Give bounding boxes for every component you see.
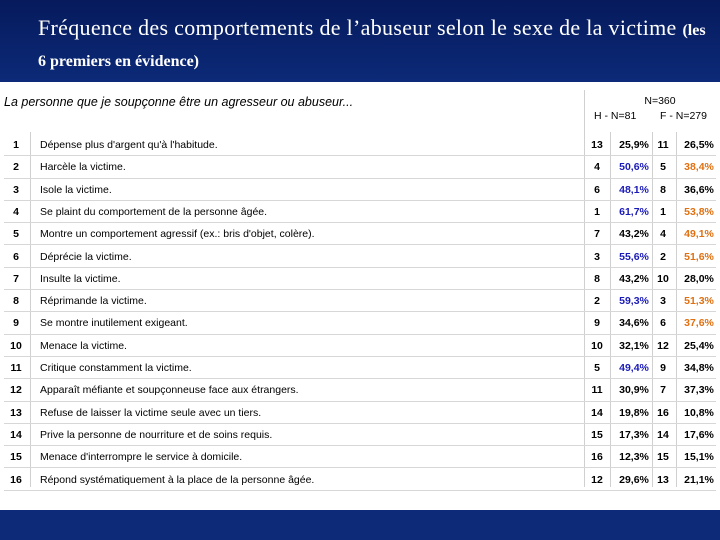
table-row — [0, 156, 720, 178]
table-row — [0, 290, 720, 312]
behavior-label: Dépense plus d'argent qu'à l'habitude. — [40, 139, 218, 151]
table-row — [0, 357, 720, 379]
women-rank: 2 — [660, 250, 666, 263]
men-rank: 5 — [594, 362, 600, 374]
table-row — [0, 335, 720, 357]
slide-title-text: Fréquence des comportements de l’abuseur selon le sexe de la victime — [38, 15, 677, 40]
men-rank: 9 — [594, 317, 600, 330]
table-row — [0, 402, 720, 424]
women-percent: 37,6% — [684, 317, 714, 330]
women-percent: 38,4% — [684, 161, 714, 174]
row-number: 1 — [13, 139, 19, 151]
men-rank: 15 — [591, 428, 603, 441]
women-rank: 9 — [660, 362, 666, 374]
row-number: 4 — [13, 205, 19, 218]
women-rank: 1 — [660, 205, 666, 218]
women-rank: 14 — [657, 428, 669, 441]
men-percent: 30,9% — [619, 384, 649, 397]
table-row — [0, 134, 720, 156]
table-row — [0, 201, 720, 223]
row-divider — [4, 490, 716, 491]
behavior-label: Refuse de laisser la victime seule avec un tiers. — [40, 406, 262, 419]
men-rank: 6 — [594, 183, 600, 196]
men-rank: 16 — [591, 451, 603, 464]
men-percent: 55,6% — [619, 250, 649, 263]
men-percent: 43,2% — [619, 228, 649, 241]
women-percent: 37,3% — [684, 384, 714, 397]
women-percent: 51,6% — [684, 250, 714, 263]
women-percent: 10,8% — [684, 406, 714, 419]
men-rank: 3 — [594, 250, 600, 263]
behavior-label: Répond systématiquement à la place de la personne âgée. — [40, 473, 315, 486]
women-percent: 17,6% — [684, 428, 714, 441]
women-percent: 26,5% — [684, 139, 714, 151]
women-percent: 53,8% — [684, 205, 714, 218]
men-rank: 13 — [591, 139, 603, 151]
row-number: 13 — [10, 406, 22, 419]
behavior-label: Harcèle la victime. — [40, 161, 126, 174]
men-column-header: H - N=81 — [594, 110, 637, 122]
men-rank: 4 — [594, 161, 600, 174]
row-number: 11 — [10, 362, 22, 374]
behavior-label: Menace la victime. — [40, 339, 127, 352]
table-row — [0, 446, 720, 468]
men-rank: 2 — [594, 295, 600, 308]
women-rank: 5 — [660, 161, 666, 174]
women-rank: 3 — [660, 295, 666, 308]
behavior-label: Se montre inutilement exigeant. — [40, 317, 188, 330]
row-number: 8 — [13, 295, 19, 308]
women-percent: 25,4% — [684, 339, 714, 352]
women-rank: 4 — [660, 228, 666, 241]
men-rank: 7 — [594, 228, 600, 241]
men-percent: 59,3% — [619, 295, 649, 308]
men-percent: 48,1% — [619, 183, 649, 196]
women-rank: 8 — [660, 183, 666, 196]
row-number: 7 — [13, 272, 19, 285]
behavior-label: Isole la victime. — [40, 183, 112, 196]
row-number: 15 — [10, 451, 22, 464]
women-rank: 7 — [660, 384, 666, 397]
behavior-label: Montre un comportement agressif (ex.: bris d'objet, colère). — [40, 228, 315, 241]
men-percent: 61,7% — [619, 205, 649, 218]
slide-subtitle: (les 6 premiers en évidence) — [38, 22, 706, 70]
women-percent: 15,1% — [684, 451, 714, 464]
men-rank: 8 — [594, 272, 600, 285]
row-number: 16 — [10, 473, 22, 486]
behavior-label: Déprécie la victime. — [40, 250, 132, 263]
men-percent: 19,8% — [619, 406, 649, 419]
table-row — [0, 223, 720, 245]
men-rank: 1 — [594, 205, 600, 218]
women-percent: 34,8% — [684, 362, 714, 374]
men-percent: 43,2% — [619, 272, 649, 285]
slide-title — [38, 14, 708, 76]
row-number: 6 — [13, 250, 19, 263]
behavior-label: Menace d'interrompre le service à domicile. — [40, 451, 243, 464]
row-number: 3 — [13, 183, 19, 196]
table-row — [0, 424, 720, 446]
women-rank: 13 — [657, 473, 669, 486]
men-percent: 25,9% — [619, 139, 649, 151]
table-row — [0, 179, 720, 201]
behavior-label: Critique constamment la victime. — [40, 362, 192, 374]
row-number: 10 — [10, 339, 22, 352]
men-percent: 49,4% — [619, 362, 649, 374]
women-rank: 12 — [657, 339, 669, 352]
behavior-label: Se plaint du comportement de la personne âgée. — [40, 205, 268, 218]
women-percent: 21,1% — [684, 473, 714, 486]
women-column-header: F - N=279 — [660, 110, 707, 122]
row-number: 12 — [10, 384, 22, 397]
row-number: 2 — [13, 161, 19, 174]
table-row — [0, 246, 720, 268]
men-percent: 17,3% — [619, 428, 649, 441]
sample-size-total: N=360 — [644, 95, 676, 107]
men-rank: 14 — [591, 406, 603, 419]
row-number: 14 — [10, 428, 22, 441]
men-percent: 29,6% — [619, 473, 649, 486]
table-heading: La personne que je soupçonne être un agresseur ou abuseur... — [4, 95, 354, 109]
women-percent: 51,3% — [684, 295, 714, 308]
women-percent: 36,6% — [684, 183, 714, 196]
women-rank: 15 — [657, 451, 669, 464]
men-rank: 11 — [591, 384, 603, 397]
men-percent: 12,3% — [619, 451, 649, 464]
row-number: 9 — [13, 317, 19, 330]
women-rank: 10 — [657, 272, 669, 285]
women-rank: 11 — [657, 139, 669, 151]
women-rank: 6 — [660, 317, 666, 330]
bottom-band — [0, 510, 720, 540]
behavior-label: Prive la personne de nourriture et de soins requis. — [40, 428, 273, 441]
men-percent: 50,6% — [619, 161, 649, 174]
men-rank: 12 — [591, 473, 603, 486]
men-rank: 10 — [591, 339, 603, 352]
men-percent: 34,6% — [619, 317, 649, 330]
table-row — [0, 379, 720, 401]
spreadsheet-table — [0, 82, 720, 510]
table-row — [0, 312, 720, 334]
behavior-label: Insulte la victime. — [40, 272, 121, 285]
men-percent: 32,1% — [619, 339, 649, 352]
women-percent: 49,1% — [684, 228, 714, 241]
behavior-label: Apparaît méfiante et soupçonneuse face aux étrangers. — [40, 384, 299, 397]
table-row — [0, 469, 720, 491]
behavior-label: Réprimande la victime. — [40, 295, 147, 308]
women-percent: 28,0% — [684, 272, 714, 285]
row-number: 5 — [13, 228, 19, 241]
table-row — [0, 268, 720, 290]
women-rank: 16 — [657, 406, 669, 419]
